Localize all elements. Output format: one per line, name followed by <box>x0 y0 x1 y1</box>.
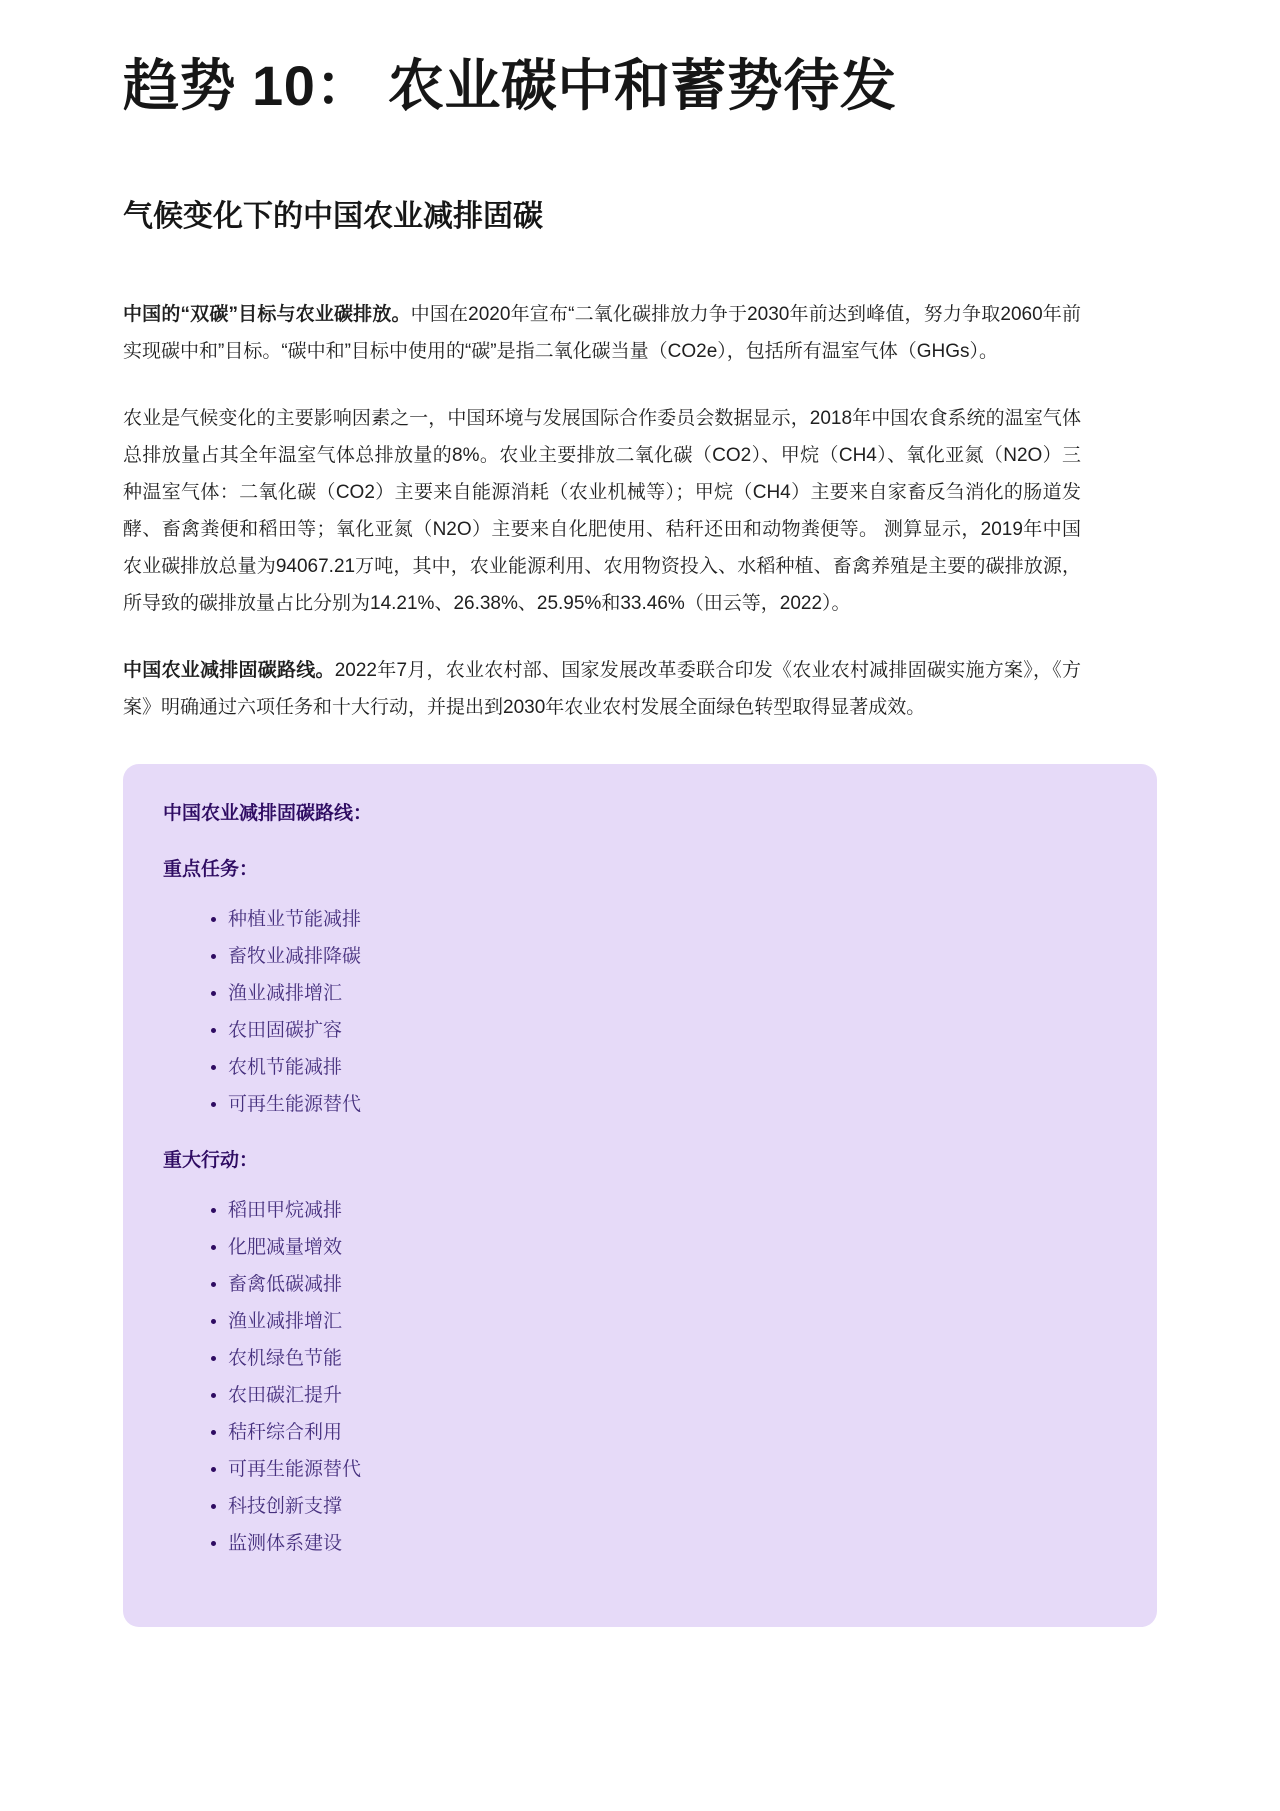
paragraph-lead: 中国的“双碳”目标与农业碳排放。 <box>123 303 411 325</box>
paragraph-dual-carbon-goal <box>123 296 1081 370</box>
list-item: • 农田固碳扩容 <box>228 1019 1117 1043</box>
callout-heading-key-tasks: 重点任务： <box>163 858 259 880</box>
list-item: • 可再生能源替代 <box>228 1458 1117 1482</box>
callout-heading-major-actions: 重大行动： <box>163 1149 259 1171</box>
paragraph-text: 2022年7月，农业农村部、国家发展改革委联合印发《农业农村减排固碳实施方案》，《方案》明确通过六项任务和十大行动，并提出到2030年农业农村发展全面绿色转型取得显著成效。 <box>123 659 1081 718</box>
paragraph-carbon-roadmap <box>123 652 1081 726</box>
list-item: • 渔业减排增汇 <box>228 1310 1117 1334</box>
paragraph-text: 农业是气候变化的主要影响因素之一，中国环境与发展国际合作委员会数据显示，2018年中国农食系统的温室气体总排放量占其全年温室气体总排放量的8%。农业主要排放二氧化碳（CO2）、甲烷（CH4）、氧化亚氮（N2O）三种温室气体：二氧化碳（CO2）主要来自能源消耗（农业机械等）；甲烷（CH4）主要来自家畜反刍消化的肠道发酵、畜禽粪便和稻田等；氧化亚氮（N2O）主要来自化肥使用、秸秆还田和动物粪便等。 测算显示，2019年中国农业碳排放总量为94067.21万吨，其中，农业能源利用、农用物资投入、水稻种植、畜禽养殖是主要的碳排放源，所导致的碳排放量占比分别为14.21%、26.38%、25.95%和33.46%（田云等，2022）。 <box>123 407 1081 614</box>
list-item: • 化肥减量增效 <box>228 1236 1117 1260</box>
list-item: • 稻田甲烷减排 <box>228 1199 1117 1223</box>
paragraph-lead: 中国农业减排固碳路线。 <box>123 659 335 681</box>
callout-title: 中国农业减排固碳路线： <box>163 802 373 824</box>
list-item: • 科技创新支撑 <box>228 1495 1117 1519</box>
paragraph-agriculture-emissions <box>123 400 1081 622</box>
list-item: • 种植业节能减排 <box>228 908 1117 932</box>
list-item: • 畜牧业减排降碳 <box>228 945 1117 969</box>
list-item: • 监测体系建设 <box>228 1532 1117 1556</box>
list-item: • 农田碳汇提升 <box>228 1384 1117 1408</box>
list-item: • 渔业减排增汇 <box>228 982 1117 1006</box>
callout-box <box>123 764 1157 1627</box>
key-tasks-list <box>163 908 1117 1117</box>
page-title: 趋势 10： 农业碳中和蓄势待发 <box>123 54 897 117</box>
section-heading: 气候变化下的中国农业减排固碳 <box>123 199 543 233</box>
major-actions-list <box>163 1199 1117 1556</box>
list-item: • 农机绿色节能 <box>228 1347 1117 1371</box>
list-item: • 秸秆综合利用 <box>228 1421 1117 1445</box>
paragraph-text: 中国在2020年宣布“二氧化碳排放力争于2030年前达到峰值，努力争取2060年前实现碳中和”目标。“碳中和”目标中使用的“碳”是指二氧化碳当量（CO2e），包括所有温室气体（GHGs）。 <box>123 303 1081 362</box>
list-item: • 畜禽低碳减排 <box>228 1273 1117 1297</box>
list-item: • 可再生能源替代 <box>228 1093 1117 1117</box>
list-item: • 农机节能减排 <box>228 1056 1117 1080</box>
